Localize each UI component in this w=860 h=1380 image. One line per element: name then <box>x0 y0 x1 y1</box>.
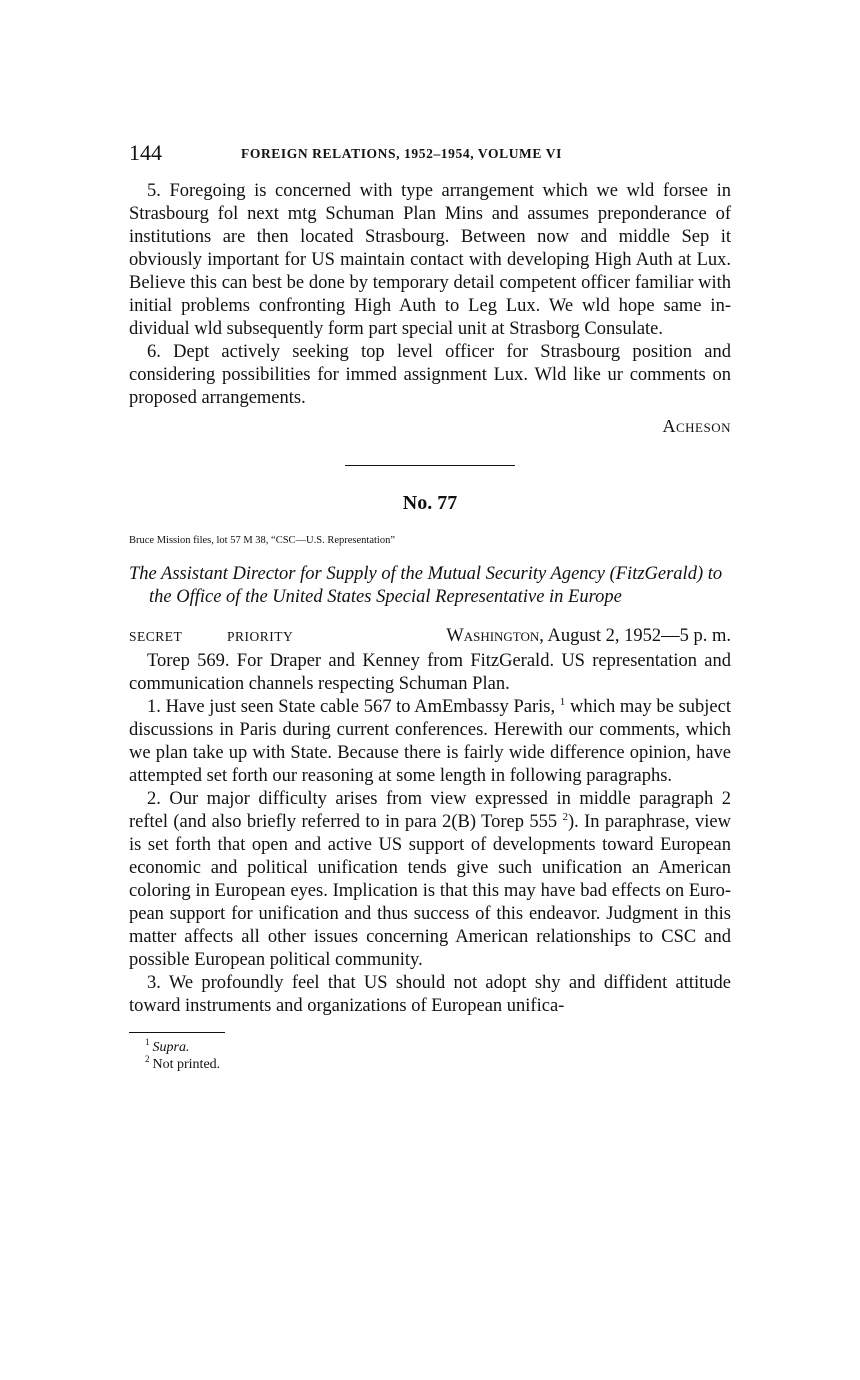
page-number: 144 <box>129 140 162 165</box>
place: Washington <box>446 626 540 646</box>
paragraph-1 <box>129 696 731 788</box>
priority-label: PRIORITY <box>227 629 294 644</box>
footnote-2-mark: 2 <box>145 1054 150 1065</box>
document-number: No. 77 <box>402 492 458 514</box>
paragraph-2-text-b: ). In paraphrase, view is set forth that open and active US support of developments toward European economic and political unification tends give such unification an American coloring in European eyes. Implication is that this may have bad effects on European support for unification and thus success of this endeavor. Judgment in this matter affects all other issues concerning American relationships to CSC and possible European political community. <box>129 812 731 970</box>
source-note: Bruce Mission files, lot 57 M 38, “CSC—U.S. Representation” <box>129 535 395 546</box>
footnote-ref-1[interactable]: 1 <box>559 695 566 708</box>
running-head: FOREIGN RELATIONS, 1952–1954, VOLUME VI <box>241 146 562 161</box>
footnote-2-text: Not printed. <box>152 1057 221 1072</box>
classification-label: SECRET <box>129 629 183 644</box>
page <box>129 140 731 1073</box>
paragraph-2-text-a: 2. Our major difficulty arises from view expressed in middle paragraph 2 reftel (and also briefly referred to in para 2(B) Torep 555 <box>129 789 731 832</box>
footnotes <box>129 1039 731 1073</box>
dateline <box>129 626 731 650</box>
paragraph-5: 5. Foregoing is concerned with type arrangement which we wld forsee in Strasbourg fol next mtg Schuman Plan Mins and assumes preponderance of institutions are then located Strasbourg. Between now and middle Sep it obviously important for US maintain contact with developing High Auth at Lux. Believe this can best be done by temporary detail competent officer familiar with initial problems confronting High Auth to Leg Lux. We wld hope same individual wld subsequently form part special unit at Strasborg Consulate. <box>129 181 731 339</box>
footnote-2 <box>145 1056 731 1073</box>
paragraph-intro: Torep 569. For Draper and Kenney from FitzGerald. US representation and communication channels respecting Schuman Plan. <box>129 651 731 694</box>
footnote-1-text: Supra. <box>152 1040 190 1055</box>
page-header <box>129 140 731 170</box>
date-place <box>446 626 731 647</box>
footnote-ref-2[interactable]: 2 <box>562 810 568 823</box>
footnote-divider <box>129 1032 225 1033</box>
paragraph-6: 6. Dept actively seeking top level officer for Strasbourg position and considering possibilities for immed assignment Lux. Wld like ur comments on proposed arrangements. <box>129 342 731 408</box>
document-title: The Assistant Director for Supply of the Mutual Security Agency (FitzGerald) to the Office of the United States Special Representative in Europe <box>129 564 723 607</box>
paragraph-1-text-a: 1. Have just seen State cable 567 to AmEmbassy Paris, <box>147 697 556 717</box>
date: , August 2, 1952—5 p. m. <box>539 626 731 646</box>
section-divider <box>345 465 515 466</box>
paragraph-3: 3. We profoundly feel that US should not adopt shy and diffident attitude toward instruments and organizations of European unifica- <box>129 973 731 1016</box>
paragraph-1-text-b: which may be subject discussions in Paris during current conferences. Herewith our comments, which we plan take up with State. Because there is fairly wide difference opinion, have attempted set forth our reasoning at some length in following paragraphs. <box>129 697 731 786</box>
footnote-1 <box>145 1039 731 1056</box>
signature: Acheson <box>662 416 731 436</box>
footnote-1-mark: 1 <box>145 1037 150 1048</box>
paragraph-2 <box>129 788 731 972</box>
